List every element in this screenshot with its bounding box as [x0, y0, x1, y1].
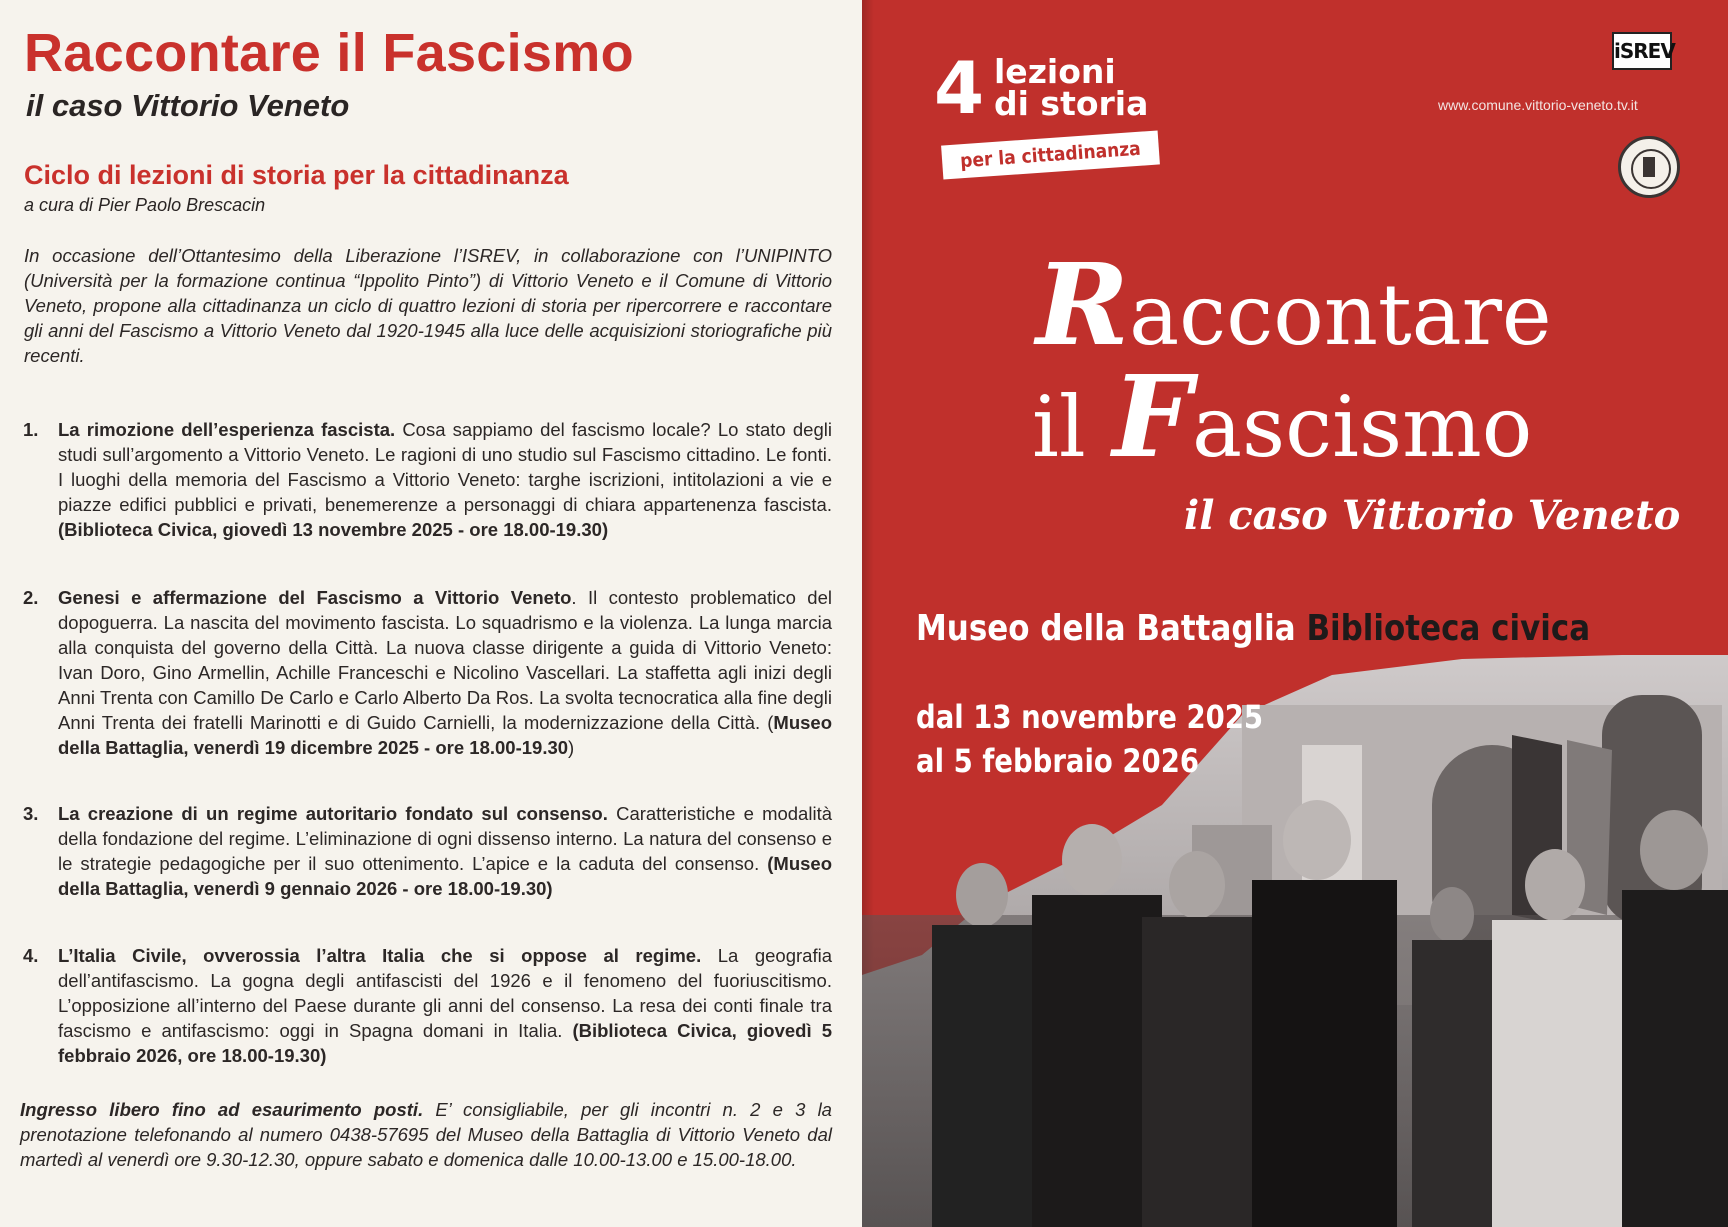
lesson-title: La creazione di un regime autoritario fondato sul consenso. — [58, 803, 608, 824]
cover-subtitle: il caso Vittorio Veneto — [1184, 492, 1681, 539]
cover-title-line2: il Fascismo — [1032, 352, 1533, 483]
venue-line — [916, 608, 1590, 649]
isrev-logo: iSREV — [1612, 32, 1672, 70]
lesson-item — [20, 417, 832, 567]
municipal-seal-icon — [1618, 136, 1680, 198]
lesson-item — [20, 801, 832, 925]
page-title: Raccontare il Fascismo — [24, 23, 634, 83]
lesson-body: Cosa sappiamo del fascismo locale? Lo stato degli studi sull’argomento a Vittorio Veneto. Le ragioni di uno studio sul Fascismo cittadino. Le fonti. I luoghi della memoria del Fascismo a Vittorio Veneto: targhe iscrizioni, intitolazioni a vie e piazze edifici pubblici e privati, benemerenze a personaggi di chiara appartenenza fascista. — [58, 419, 832, 515]
lesson-title: La rimozione dell’esperienza fascista. — [58, 419, 396, 440]
admission-note — [20, 1097, 832, 1172]
lesson-title: Genesi e affermazione del Fascismo a Vittorio Veneto — [58, 587, 572, 608]
lesson-count-line2: di storia — [994, 84, 1149, 123]
lessons-list — [20, 417, 832, 1069]
cover-title-line1: Raccontare — [1036, 240, 1552, 371]
admission-note-bold: Ingresso libero fino ad esaurimento posti. — [20, 1099, 424, 1120]
website-url: www.comune.vittorio-veneto.tv.it — [1438, 97, 1638, 113]
lesson-body: La geografia dell’antifascismo. La gogna degli antifascisti del 1926 e il fenomeno del fuoriuscitismo. L’opposizione all’interno del Paese durante gli anni del consenso. La resa dei conti finale tra fascismo e antifascismo: oggi in Spagna domani in Italia. — [58, 945, 832, 1041]
lesson-when: Museo della Battaglia, venerdì 19 dicembre 2025 - ore 18.00-19.30 — [58, 712, 832, 758]
intro-paragraph: In occasione dell’Ottantesimo della Liberazione l’ISREV, in collaborazione con l’UNIPINTO (Università per la formazione continua “Ippolito Pinto”) di Vittorio Veneto e il Comune di Vittorio Veneto, propone alla cittadinanza un ciclo di quattro lezioni di storia per ripercorrere e raccontare gli anni del Fascismo a Vittorio Veneto dal 1920-1945 alla luce delle acquisizioni storiografiche più recenti. — [24, 245, 832, 366]
date-to: al 5 febbraio 2026 — [916, 742, 1200, 780]
lesson-item — [20, 943, 832, 1066]
cycle-title: Ciclo di lezioni di storia per la cittadinanza — [24, 160, 569, 190]
lesson-when: (Biblioteca Civica, giovedì 13 novembre 2025 - ore 18.00-19.30) — [58, 519, 609, 540]
page-subtitle: il caso Vittorio Veneto — [26, 88, 350, 123]
lesson-count-label — [994, 52, 1149, 123]
lesson-title: L’Italia Civile, ovverossia l’altra Italia che si oppose al regime. — [58, 945, 702, 966]
lesson-body: Caratteristiche e modalità della fondazione del regime. L’eliminazione di ogni dissenso interno. La natura del consenso e le strategie pedagogiche per il suo ottenimento. L’apice e la caduta del consenso. — [58, 803, 832, 874]
cover-page — [862, 0, 1728, 1227]
left-page — [0, 0, 862, 1227]
lesson-number: 3. — [23, 803, 39, 824]
venue-museo: Museo della Battaglia — [916, 608, 1296, 649]
lesson-number: 4. — [23, 945, 39, 966]
curator-line: a cura di Pier Paolo Brescacin — [24, 195, 266, 215]
lesson-when: (Biblioteca Civica, giovedì 5 febbraio 2026, ore 18.00-19.30) — [58, 1020, 832, 1066]
lesson-number: 1. — [23, 419, 39, 440]
admission-note-body: E’ consigliabile, per gli incontri n. 2 e 3 la prenotazione telefonando al numero 0438-57695 del Museo della Battaglia di Vittorio Veneto dal martedì al venerdì ore 9.30-12.30, oppure sabato e domenica dalle 10.00-13.00 e 15.00-18.00. — [20, 1099, 832, 1170]
lesson-count-line1: lezioni — [994, 52, 1116, 91]
date-from: dal 13 novembre 2025 — [916, 698, 1264, 736]
venue-biblioteca: Biblioteca civica — [1306, 608, 1591, 649]
lesson-number: 2. — [23, 587, 39, 608]
lesson-item — [20, 585, 832, 783]
lesson-count: 4 — [934, 46, 985, 130]
lesson-tail: ) — [568, 737, 575, 758]
audience-badge: per la cittadinanza — [941, 130, 1160, 179]
lesson-body: . Il contesto problematico del dopoguerra. La nascita del movimento fascista. Lo squadrismo e la violenza. La lunga marcia alla conquista del governo della Città. La nuova classe dirigente a guida di Vittorio Veneto: Ivan Doro, Gino Armellin, Achille Franceschi e Nicolino Vascellari. La staffetta agli inizi degli Anni Trenta con Camillo De Carlo e Carlo Alberto Da Ros. La svolta tecnocratica alla fine degli Anni Trenta dei fratelli Marinotti e di Guido Carnielli, la modernizzazione della Città. ( — [58, 587, 832, 733]
date-range — [916, 695, 1263, 783]
lesson-when: (Museo della Battaglia, venerdì 9 gennaio 2026 - ore 18.00-19.30) — [58, 853, 832, 899]
